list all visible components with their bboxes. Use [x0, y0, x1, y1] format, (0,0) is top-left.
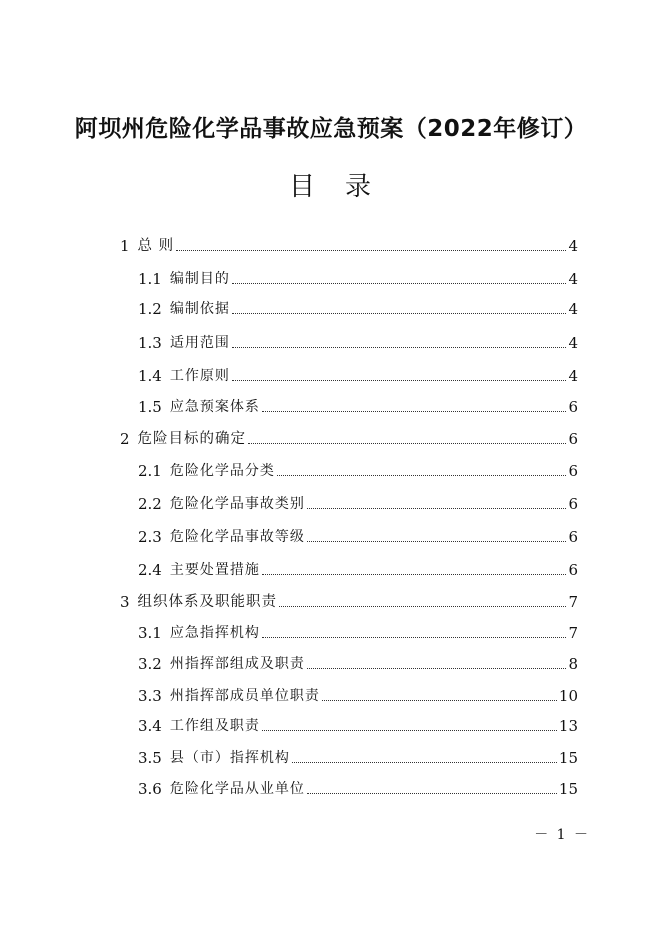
dot-leader: [307, 508, 567, 509]
toc-entry-page: 15: [558, 780, 578, 798]
dot-leader: [232, 347, 567, 348]
dot-leader: [279, 606, 566, 607]
toc-entry[interactable]: [120, 232, 578, 256]
toc-entry[interactable]: [138, 393, 578, 417]
toc-entry[interactable]: [138, 619, 578, 643]
dot-leader: [262, 730, 557, 731]
dot-leader: [262, 574, 567, 575]
toc-entry-label: 工作组及职责: [169, 718, 260, 734]
toc-entry-page: 15: [558, 749, 578, 767]
toc-entry-label: 主要处置措施: [169, 562, 260, 578]
toc-entry-number: 3.3: [138, 687, 162, 705]
toc-heading-char-2: 录: [345, 172, 374, 202]
toc-entry-page: 7: [568, 624, 578, 642]
toc-entry-label: 危险化学品事故类别: [169, 496, 305, 512]
dot-leader: [277, 475, 567, 476]
toc-entry[interactable]: [138, 556, 578, 580]
toc-entry-number: 3: [120, 593, 130, 611]
toc-entry-number: 1: [120, 237, 130, 255]
toc-entry-label: 组织体系及职能职责: [137, 594, 278, 610]
page-number: － 1 －: [534, 827, 590, 843]
toc-entry-label: 编制依据: [169, 301, 230, 317]
toc-entry[interactable]: [120, 425, 578, 449]
toc-entry-page: 13: [558, 717, 578, 735]
toc-entry-number: 2.2: [138, 495, 162, 513]
dot-leader: [262, 411, 567, 412]
toc-entry-number: 2.3: [138, 528, 162, 546]
toc-entry-label: 工作原则: [169, 368, 230, 384]
dot-leader: [232, 283, 567, 284]
toc-entry-label: 州指挥部成员单位职责: [169, 688, 320, 704]
toc-heading-char-1: 目: [288, 172, 317, 202]
toc-entry-number: 1.3: [138, 334, 162, 352]
toc-entry[interactable]: [138, 775, 578, 799]
dot-leader: [176, 250, 566, 251]
toc-entry-label: 适用范围: [169, 335, 230, 351]
toc-entry-label: 危险化学品事故等级: [169, 529, 305, 545]
toc-entry-number: 3.2: [138, 655, 162, 673]
toc-entry-number: 3.4: [138, 717, 162, 735]
toc-entry-label: 危险化学品分类: [169, 463, 275, 479]
dot-leader: [307, 668, 567, 669]
toc-entry-page: 6: [568, 528, 578, 546]
toc-entry-label: 总 则: [137, 238, 175, 254]
toc-entry-number: 2: [120, 430, 130, 448]
dot-leader: [292, 762, 557, 763]
toc-entry-number: 1.2: [138, 300, 162, 318]
dot-leader: [262, 637, 567, 638]
toc-entry[interactable]: [138, 523, 578, 547]
toc-entry[interactable]: [138, 682, 578, 706]
dot-leader: [307, 793, 557, 794]
dot-leader: [232, 313, 567, 314]
dot-leader: [248, 443, 566, 444]
toc-entry[interactable]: [138, 362, 578, 386]
dot-leader: [322, 700, 557, 701]
toc-entry-label: 危险化学品从业单位: [169, 781, 305, 797]
toc-entry-number: 3.6: [138, 780, 162, 798]
toc-entry-page: 6: [568, 462, 578, 480]
toc-entry[interactable]: [138, 712, 578, 736]
toc-entry[interactable]: [138, 457, 578, 481]
toc-entry-label: 县（市）指挥机构: [169, 750, 290, 766]
toc-entry-page: 8: [568, 655, 578, 673]
toc-entry-page: 6: [568, 561, 578, 579]
toc-entry-label: 州指挥部组成及职责: [169, 656, 305, 672]
toc-entry[interactable]: [138, 490, 578, 514]
toc-entry-label: 编制目的: [169, 271, 230, 287]
toc-entry-page: 4: [568, 300, 578, 318]
toc-entry-number: 3.1: [138, 624, 162, 642]
toc-entry[interactable]: [138, 650, 578, 674]
toc-entry[interactable]: [138, 265, 578, 289]
toc-entry-number: 2.4: [138, 561, 162, 579]
toc-entry-label: 应急指挥机构: [169, 625, 260, 641]
toc-entry-label: 危险目标的确定: [137, 431, 247, 447]
toc-entry-page: 6: [568, 430, 578, 448]
toc-entry-page: 6: [568, 398, 578, 416]
toc-entry[interactable]: [138, 295, 578, 319]
toc-entry-number: 1.5: [138, 398, 162, 416]
toc-entry-number: 1.1: [138, 270, 162, 288]
toc-entry-number: 1.4: [138, 367, 162, 385]
document-title: 阿坝州危险化学品事故应急预案（2022年修订）: [74, 116, 588, 142]
toc-entry[interactable]: [138, 329, 578, 353]
toc-entry[interactable]: [138, 744, 578, 768]
toc-entry-page: 4: [568, 270, 578, 288]
toc-entry-page: 10: [558, 687, 578, 705]
toc-entry[interactable]: [120, 588, 578, 612]
toc-heading: [0, 166, 662, 203]
toc-entry-page: 4: [568, 367, 578, 385]
toc-entry-page: 6: [568, 495, 578, 513]
dot-leader: [307, 541, 567, 542]
dot-leader: [232, 380, 567, 381]
toc-entry-number: 2.1: [138, 462, 162, 480]
toc-entry-number: 3.5: [138, 749, 162, 767]
toc-entry-page: 7: [568, 593, 578, 611]
toc-entry-page: 4: [568, 237, 578, 255]
toc-entry-label: 应急预案体系: [169, 399, 260, 415]
toc-entry-page: 4: [568, 334, 578, 352]
